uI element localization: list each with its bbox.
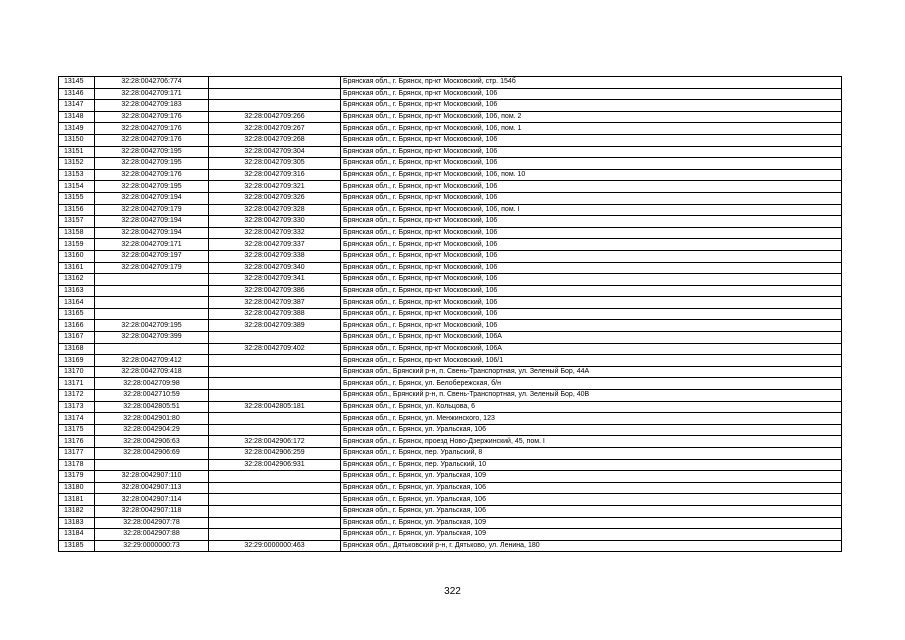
row-number-cell: 13182 <box>59 505 95 517</box>
row-number-cell: 13174 <box>59 413 95 425</box>
table-row <box>59 158 842 170</box>
object-cadastral-number-cell: 32:28:0042805:181 <box>209 401 341 413</box>
address-cell: Брянская обл., г. Брянск, пр-кт Московский, стр. 154б <box>341 77 842 89</box>
row-number-cell: 13172 <box>59 390 95 402</box>
object-cadastral-number-cell <box>209 482 341 494</box>
table-row <box>59 77 842 89</box>
parcel-cadastral-number-cell: 32:28:0042709:197 <box>95 250 209 262</box>
object-cadastral-number-cell: 32:28:0042709:338 <box>209 250 341 262</box>
address-cell: Брянская обл., г. Брянск, пр-кт Московский, 106/1 <box>341 355 842 367</box>
object-cadastral-number-cell: 32:28:0042709:266 <box>209 111 341 123</box>
object-cadastral-number-cell: 32:28:0042906:172 <box>209 436 341 448</box>
parcel-cadastral-number-cell: 32:28:0042709:194 <box>95 192 209 204</box>
object-cadastral-number-cell: 32:28:0042709:388 <box>209 308 341 320</box>
address-cell: Брянская обл., г. Брянск, ул. Уральская, 106 <box>341 505 842 517</box>
parcel-cadastral-number-cell <box>95 274 209 286</box>
table-row <box>59 134 842 146</box>
object-cadastral-number-cell: 32:28:0042709:340 <box>209 262 341 274</box>
table-row <box>59 540 842 552</box>
table-row <box>59 390 842 402</box>
address-cell: Брянская обл., г. Брянск, пр-кт Московский, 106, пом. I <box>341 204 842 216</box>
address-cell: Брянская обл., г. Брянск, пр-кт Московский, 106 <box>341 134 842 146</box>
table-row <box>59 227 842 239</box>
address-cell: Брянская обл., г. Брянск, пр-кт Московский, 106 <box>341 285 842 297</box>
address-cell: Брянская обл., г. Брянск, ул. Уральская, 109 <box>341 517 842 529</box>
row-number-cell: 13173 <box>59 401 95 413</box>
address-cell: Брянская обл., г. Брянск, ул. Менжинского, 123 <box>341 413 842 425</box>
parcel-cadastral-number-cell: 32:28:0042709:171 <box>95 239 209 251</box>
address-cell: Брянская обл., Брянский р-н, п. Свень-Транспортная, ул. Зеленый Бор, 40В <box>341 390 842 402</box>
address-cell: Брянская обл., г. Брянск, ул. Уральская, 109 <box>341 529 842 541</box>
object-cadastral-number-cell <box>209 517 341 529</box>
object-cadastral-number-cell: 32:28:0042709:321 <box>209 181 341 193</box>
parcel-cadastral-number-cell: 32:28:0042709:183 <box>95 100 209 112</box>
table-row <box>59 192 842 204</box>
parcel-cadastral-number-cell: 32:28:0042709:399 <box>95 332 209 344</box>
address-cell: Брянская обл., г. Брянск, пр-кт Московский, 106 <box>341 274 842 286</box>
address-cell: Брянская обл., г. Брянск, ул. Уральская, 106 <box>341 424 842 436</box>
address-cell: Брянская обл., г. Брянск, пр-кт Московский, 106 <box>341 216 842 228</box>
parcel-cadastral-number-cell: 32:28:0042709:195 <box>95 181 209 193</box>
object-cadastral-number-cell <box>209 332 341 344</box>
object-cadastral-number-cell: 32:28:0042709:304 <box>209 146 341 158</box>
parcel-cadastral-number-cell: 32:28:0042709:195 <box>95 320 209 332</box>
cadastral-registry-table <box>58 76 842 552</box>
table-row <box>59 123 842 135</box>
object-cadastral-number-cell: 32:28:0042709:268 <box>209 134 341 146</box>
parcel-cadastral-number-cell: 32:28:0042907:78 <box>95 517 209 529</box>
parcel-cadastral-number-cell: 32:28:0042709:176 <box>95 111 209 123</box>
parcel-cadastral-number-cell: 32:28:0042709:179 <box>95 262 209 274</box>
address-cell: Брянская обл., г. Брянск, пр-кт Московский, 106А <box>341 332 842 344</box>
parcel-cadastral-number-cell: 32:28:0042907:113 <box>95 482 209 494</box>
address-cell: Брянская обл., г. Брянск, ул. Кольцова, 6 <box>341 401 842 413</box>
row-number-cell: 13183 <box>59 517 95 529</box>
table-row <box>59 436 842 448</box>
object-cadastral-number-cell <box>209 505 341 517</box>
address-cell: Брянская обл., г. Брянск, пер. Уральский, 8 <box>341 448 842 460</box>
address-cell: Брянская обл., г. Брянск, пр-кт Московский, 106, пом. 1 <box>341 123 842 135</box>
parcel-cadastral-number-cell <box>95 459 209 471</box>
parcel-cadastral-number-cell: 32:28:0042901:80 <box>95 413 209 425</box>
address-cell: Брянская обл., г. Брянск, пр-кт Московский, 106, пом. 10 <box>341 169 842 181</box>
row-number-cell: 13151 <box>59 146 95 158</box>
parcel-cadastral-number-cell: 32:28:0042709:171 <box>95 88 209 100</box>
row-number-cell: 13176 <box>59 436 95 448</box>
table-row <box>59 482 842 494</box>
row-number-cell: 13146 <box>59 88 95 100</box>
parcel-cadastral-number-cell: 32:28:0042709:176 <box>95 169 209 181</box>
table-row <box>59 459 842 471</box>
page-number: 322 <box>444 586 461 597</box>
object-cadastral-number-cell: 32:28:0042709:402 <box>209 343 341 355</box>
row-number-cell: 13169 <box>59 355 95 367</box>
parcel-cadastral-number-cell: 32:28:0042709:412 <box>95 355 209 367</box>
object-cadastral-number-cell <box>209 100 341 112</box>
table-row <box>59 100 842 112</box>
parcel-cadastral-number-cell: 32:28:0042706:774 <box>95 77 209 89</box>
row-number-cell: 13178 <box>59 459 95 471</box>
table-row <box>59 378 842 390</box>
row-number-cell: 13167 <box>59 332 95 344</box>
parcel-cadastral-number-cell: 32:28:0042907:110 <box>95 471 209 483</box>
row-number-cell: 13179 <box>59 471 95 483</box>
table-row <box>59 250 842 262</box>
row-number-cell: 13159 <box>59 239 95 251</box>
address-cell: Брянская обл., г. Брянск, проезд Ново-Дзержинский, 45, пом. I <box>341 436 842 448</box>
registry-table-body <box>59 77 842 552</box>
table-row <box>59 424 842 436</box>
row-number-cell: 13145 <box>59 77 95 89</box>
parcel-cadastral-number-cell: 32:28:0042710:59 <box>95 390 209 402</box>
address-cell: Брянская обл., г. Брянск, пр-кт Московский, 106 <box>341 239 842 251</box>
address-cell: Брянская обл., г. Брянск, пр-кт Московский, 106 <box>341 250 842 262</box>
table-row <box>59 262 842 274</box>
row-number-cell: 13171 <box>59 378 95 390</box>
parcel-cadastral-number-cell: 32:28:0042906:69 <box>95 448 209 460</box>
parcel-cadastral-number-cell <box>95 308 209 320</box>
row-number-cell: 13148 <box>59 111 95 123</box>
row-number-cell: 13180 <box>59 482 95 494</box>
object-cadastral-number-cell <box>209 413 341 425</box>
row-number-cell: 13149 <box>59 123 95 135</box>
object-cadastral-number-cell <box>209 88 341 100</box>
address-cell: Брянская обл., Брянский р-н, п. Свень-Транспортная, ул. Зеленый Бор, 44А <box>341 366 842 378</box>
address-cell: Брянская обл., г. Брянск, пр-кт Московский, 106 <box>341 158 842 170</box>
address-cell: Брянская обл., г. Брянск, пр-кт Московский, 106 <box>341 320 842 332</box>
table-row <box>59 355 842 367</box>
parcel-cadastral-number-cell: 32:28:0042907:88 <box>95 529 209 541</box>
parcel-cadastral-number-cell: 32:28:0042907:118 <box>95 505 209 517</box>
table-row <box>59 88 842 100</box>
parcel-cadastral-number-cell: 32:28:0042709:418 <box>95 366 209 378</box>
table-row <box>59 343 842 355</box>
table-row <box>59 320 842 332</box>
object-cadastral-number-cell: 32:28:0042709:326 <box>209 192 341 204</box>
parcel-cadastral-number-cell: 32:28:0042709:194 <box>95 227 209 239</box>
object-cadastral-number-cell <box>209 529 341 541</box>
table-row <box>59 332 842 344</box>
parcel-cadastral-number-cell: 32:29:0000000:73 <box>95 540 209 552</box>
table-row <box>59 169 842 181</box>
table-row <box>59 274 842 286</box>
address-cell: Брянская обл., Дятьковский р-н, г. Дятьково, ул. Ленина, 180 <box>341 540 842 552</box>
object-cadastral-number-cell <box>209 494 341 506</box>
table-row <box>59 366 842 378</box>
row-number-cell: 13147 <box>59 100 95 112</box>
table-row <box>59 239 842 251</box>
row-number-cell: 13158 <box>59 227 95 239</box>
address-cell: Брянская обл., г. Брянск, пр-кт Московский, 106 <box>341 192 842 204</box>
row-number-cell: 13155 <box>59 192 95 204</box>
row-number-cell: 13163 <box>59 285 95 297</box>
object-cadastral-number-cell: 32:28:0042709:387 <box>209 297 341 309</box>
parcel-cadastral-number-cell <box>95 285 209 297</box>
parcel-cadastral-number-cell: 32:28:0042709:179 <box>95 204 209 216</box>
parcel-cadastral-number-cell: 32:28:0042709:98 <box>95 378 209 390</box>
table-row <box>59 111 842 123</box>
table-row <box>59 204 842 216</box>
row-number-cell: 13160 <box>59 250 95 262</box>
object-cadastral-number-cell: 32:28:0042906:259 <box>209 448 341 460</box>
table-row <box>59 285 842 297</box>
address-cell: Брянская обл., г. Брянск, пр-кт Московский, 106 <box>341 146 842 158</box>
object-cadastral-number-cell <box>209 390 341 402</box>
address-cell: Брянская обл., г. Брянск, пр-кт Московский, 106 <box>341 308 842 320</box>
table-row <box>59 413 842 425</box>
address-cell: Брянская обл., г. Брянск, ул. Уральская, 106 <box>341 482 842 494</box>
object-cadastral-number-cell: 32:28:0042709:267 <box>209 123 341 135</box>
table-row <box>59 505 842 517</box>
parcel-cadastral-number-cell: 32:28:0042709:195 <box>95 158 209 170</box>
parcel-cadastral-number-cell: 32:28:0042906:63 <box>95 436 209 448</box>
address-cell: Брянская обл., г. Брянск, пр-кт Московский, 106 <box>341 262 842 274</box>
parcel-cadastral-number-cell <box>95 343 209 355</box>
table-row <box>59 216 842 228</box>
object-cadastral-number-cell: 32:29:0000000:463 <box>209 540 341 552</box>
object-cadastral-number-cell: 32:28:0042709:316 <box>209 169 341 181</box>
address-cell: Брянская обл., г. Брянск, пр-кт Московский, 106 <box>341 181 842 193</box>
row-number-cell: 13184 <box>59 529 95 541</box>
table-row <box>59 308 842 320</box>
object-cadastral-number-cell: 32:28:0042709:305 <box>209 158 341 170</box>
table-row <box>59 517 842 529</box>
object-cadastral-number-cell: 32:28:0042709:330 <box>209 216 341 228</box>
object-cadastral-number-cell <box>209 77 341 89</box>
object-cadastral-number-cell <box>209 471 341 483</box>
row-number-cell: 13164 <box>59 297 95 309</box>
row-number-cell: 13161 <box>59 262 95 274</box>
row-number-cell: 13152 <box>59 158 95 170</box>
row-number-cell: 13168 <box>59 343 95 355</box>
object-cadastral-number-cell <box>209 355 341 367</box>
address-cell: Брянская обл., г. Брянск, пр-кт Московский, 106 <box>341 100 842 112</box>
object-cadastral-number-cell: 32:28:0042709:337 <box>209 239 341 251</box>
parcel-cadastral-number-cell: 32:28:0042709:176 <box>95 134 209 146</box>
row-number-cell: 13175 <box>59 424 95 436</box>
row-number-cell: 13150 <box>59 134 95 146</box>
object-cadastral-number-cell <box>209 366 341 378</box>
table-row <box>59 471 842 483</box>
row-number-cell: 13181 <box>59 494 95 506</box>
table-row <box>59 146 842 158</box>
row-number-cell: 13157 <box>59 216 95 228</box>
object-cadastral-number-cell: 32:28:0042709:386 <box>209 285 341 297</box>
parcel-cadastral-number-cell: 32:28:0042805:51 <box>95 401 209 413</box>
row-number-cell: 13177 <box>59 448 95 460</box>
object-cadastral-number-cell <box>209 424 341 436</box>
object-cadastral-number-cell: 32:28:0042906:931 <box>209 459 341 471</box>
address-cell: Брянская обл., г. Брянск, пр-кт Московский, 106А <box>341 343 842 355</box>
table-row <box>59 401 842 413</box>
parcel-cadastral-number-cell: 32:28:0042709:176 <box>95 123 209 135</box>
object-cadastral-number-cell: 32:28:0042709:332 <box>209 227 341 239</box>
object-cadastral-number-cell <box>209 378 341 390</box>
table-row <box>59 297 842 309</box>
parcel-cadastral-number-cell: 32:28:0042907:114 <box>95 494 209 506</box>
address-cell: Брянская обл., г. Брянск, пер. Уральский, 10 <box>341 459 842 471</box>
address-cell: Брянская обл., г. Брянск, пр-кт Московский, 106 <box>341 227 842 239</box>
row-number-cell: 13166 <box>59 320 95 332</box>
parcel-cadastral-number-cell: 32:28:0042709:195 <box>95 146 209 158</box>
table-row <box>59 494 842 506</box>
table-row <box>59 448 842 460</box>
address-cell: Брянская обл., г. Брянск, ул. Белобережская, б/н <box>341 378 842 390</box>
address-cell: Брянская обл., г. Брянск, ул. Уральская, 109 <box>341 471 842 483</box>
row-number-cell: 13162 <box>59 274 95 286</box>
object-cadastral-number-cell: 32:28:0042709:341 <box>209 274 341 286</box>
address-cell: Брянская обл., г. Брянск, пр-кт Московский, 106 <box>341 88 842 100</box>
object-cadastral-number-cell: 32:28:0042709:389 <box>209 320 341 332</box>
address-cell: Брянская обл., г. Брянск, пр-кт Московский, 106 <box>341 297 842 309</box>
address-cell: Брянская обл., г. Брянск, ул. Уральская, 106 <box>341 494 842 506</box>
table-row <box>59 529 842 541</box>
parcel-cadastral-number-cell: 32:28:0042904:29 <box>95 424 209 436</box>
address-cell: Брянская обл., г. Брянск, пр-кт Московский, 106, пом. 2 <box>341 111 842 123</box>
row-number-cell: 13154 <box>59 181 95 193</box>
parcel-cadastral-number-cell <box>95 297 209 309</box>
parcel-cadastral-number-cell: 32:28:0042709:194 <box>95 216 209 228</box>
row-number-cell: 13153 <box>59 169 95 181</box>
row-number-cell: 13156 <box>59 204 95 216</box>
row-number-cell: 13185 <box>59 540 95 552</box>
object-cadastral-number-cell: 32:28:0042709:328 <box>209 204 341 216</box>
row-number-cell: 13165 <box>59 308 95 320</box>
row-number-cell: 13170 <box>59 366 95 378</box>
table-row <box>59 181 842 193</box>
